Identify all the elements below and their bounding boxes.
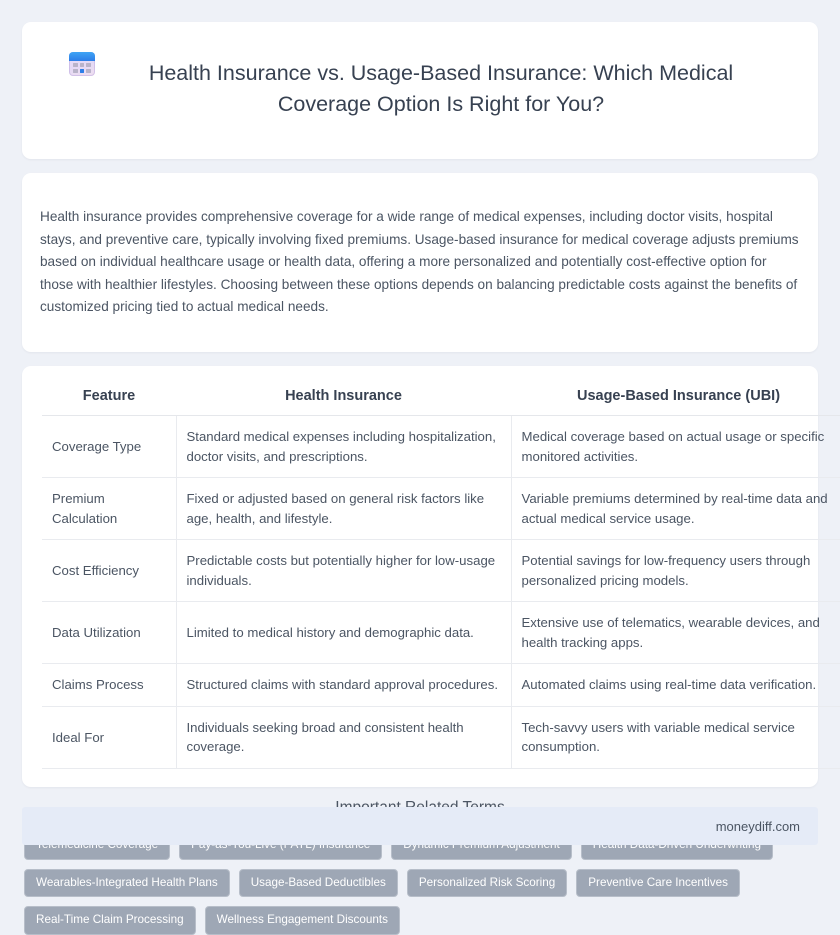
description-text: Health insurance provides comprehensive coverage for a wide range of medical expenses, including doctor visits, hospital stays, and preventive care, typically involving fixed premiums. Usage-based insurance for medical coverage adjusts premiums based on individual healthcare usage or health data, offering a more personalized and potentially cost-effective option for those with healthier lifestyles. Choosing between these options depends on balancing predictable costs against the benefits of customized pricing tied to actual medical needs. [40,209,799,315]
table-head [42,382,840,416]
row-ubi-value: Variable premiums determined by real-time data and actual medical service usage. [511,478,840,540]
row-ubi-value: Tech-savvy users with variable medical service consumption. [511,706,840,768]
row-ubi-value: Automated claims using real-time data verification. [511,664,840,707]
row-feature-label: Ideal For [42,706,176,768]
row-ubi-value: Potential savings for low-frequency users through personalized pricing models. [511,540,840,602]
row-health-insurance-value: Individuals seeking broad and consistent health coverage. [176,706,511,768]
title-row [62,44,778,135]
table-row [42,478,840,540]
row-health-insurance-value: Fixed or adjusted based on general risk factors like age, health, and lifestyle. [176,478,511,540]
footer-bar [22,807,818,845]
row-feature-label: Claims Process [42,664,176,707]
row-health-insurance-value: Standard medical expenses including hospitalization, doctor visits, and prescriptions. [176,416,511,478]
column-header-health-insurance: Health Insurance [176,382,511,416]
description-card [22,173,818,353]
table-body [42,416,840,769]
table-row [42,416,840,478]
column-header-feature: Feature [42,382,176,416]
table-row [42,706,840,768]
comparison-table-card [22,366,828,787]
title-card [22,22,818,159]
comparison-table [42,382,840,769]
row-feature-label: Cost Efficiency [42,540,176,602]
row-health-insurance-value: Limited to medical history and demographic data. [176,602,511,664]
calendar-icon [69,50,95,76]
row-health-insurance-value: Predictable costs but potentially higher for low-usage individuals. [176,540,511,602]
table-header-row [42,382,840,416]
term-tag[interactable]: Usage-Based Deductibles [239,869,398,898]
row-ubi-value: Extensive use of telematics, wearable devices, and health tracking apps. [511,602,840,664]
term-tag[interactable]: Wellness Engagement Discounts [205,906,400,935]
row-ubi-value: Medical coverage based on actual usage or specific monitored activities. [511,416,840,478]
row-feature-label: Premium Calculation [42,478,176,540]
column-header-ubi: Usage-Based Insurance (UBI) [511,382,840,416]
related-terms-list [22,831,818,935]
row-health-insurance-value: Structured claims with standard approval procedures. [176,664,511,707]
term-tag[interactable]: Wearables-Integrated Health Plans [24,869,230,898]
table-row [42,664,840,707]
term-tag[interactable]: Personalized Risk Scoring [407,869,567,898]
row-feature-label: Data Utilization [42,602,176,664]
term-tag[interactable]: Real-Time Claim Processing [24,906,196,935]
table-row [42,602,840,664]
table-row [42,540,840,602]
footer-site-name: moneydiff.com [715,818,800,834]
term-tag[interactable]: Preventive Care Incentives [576,869,740,898]
row-feature-label: Coverage Type [42,416,176,478]
page-title: Health Insurance vs. Usage-Based Insurance: Which Medical Coverage Option Is Right for You? [148,61,734,117]
